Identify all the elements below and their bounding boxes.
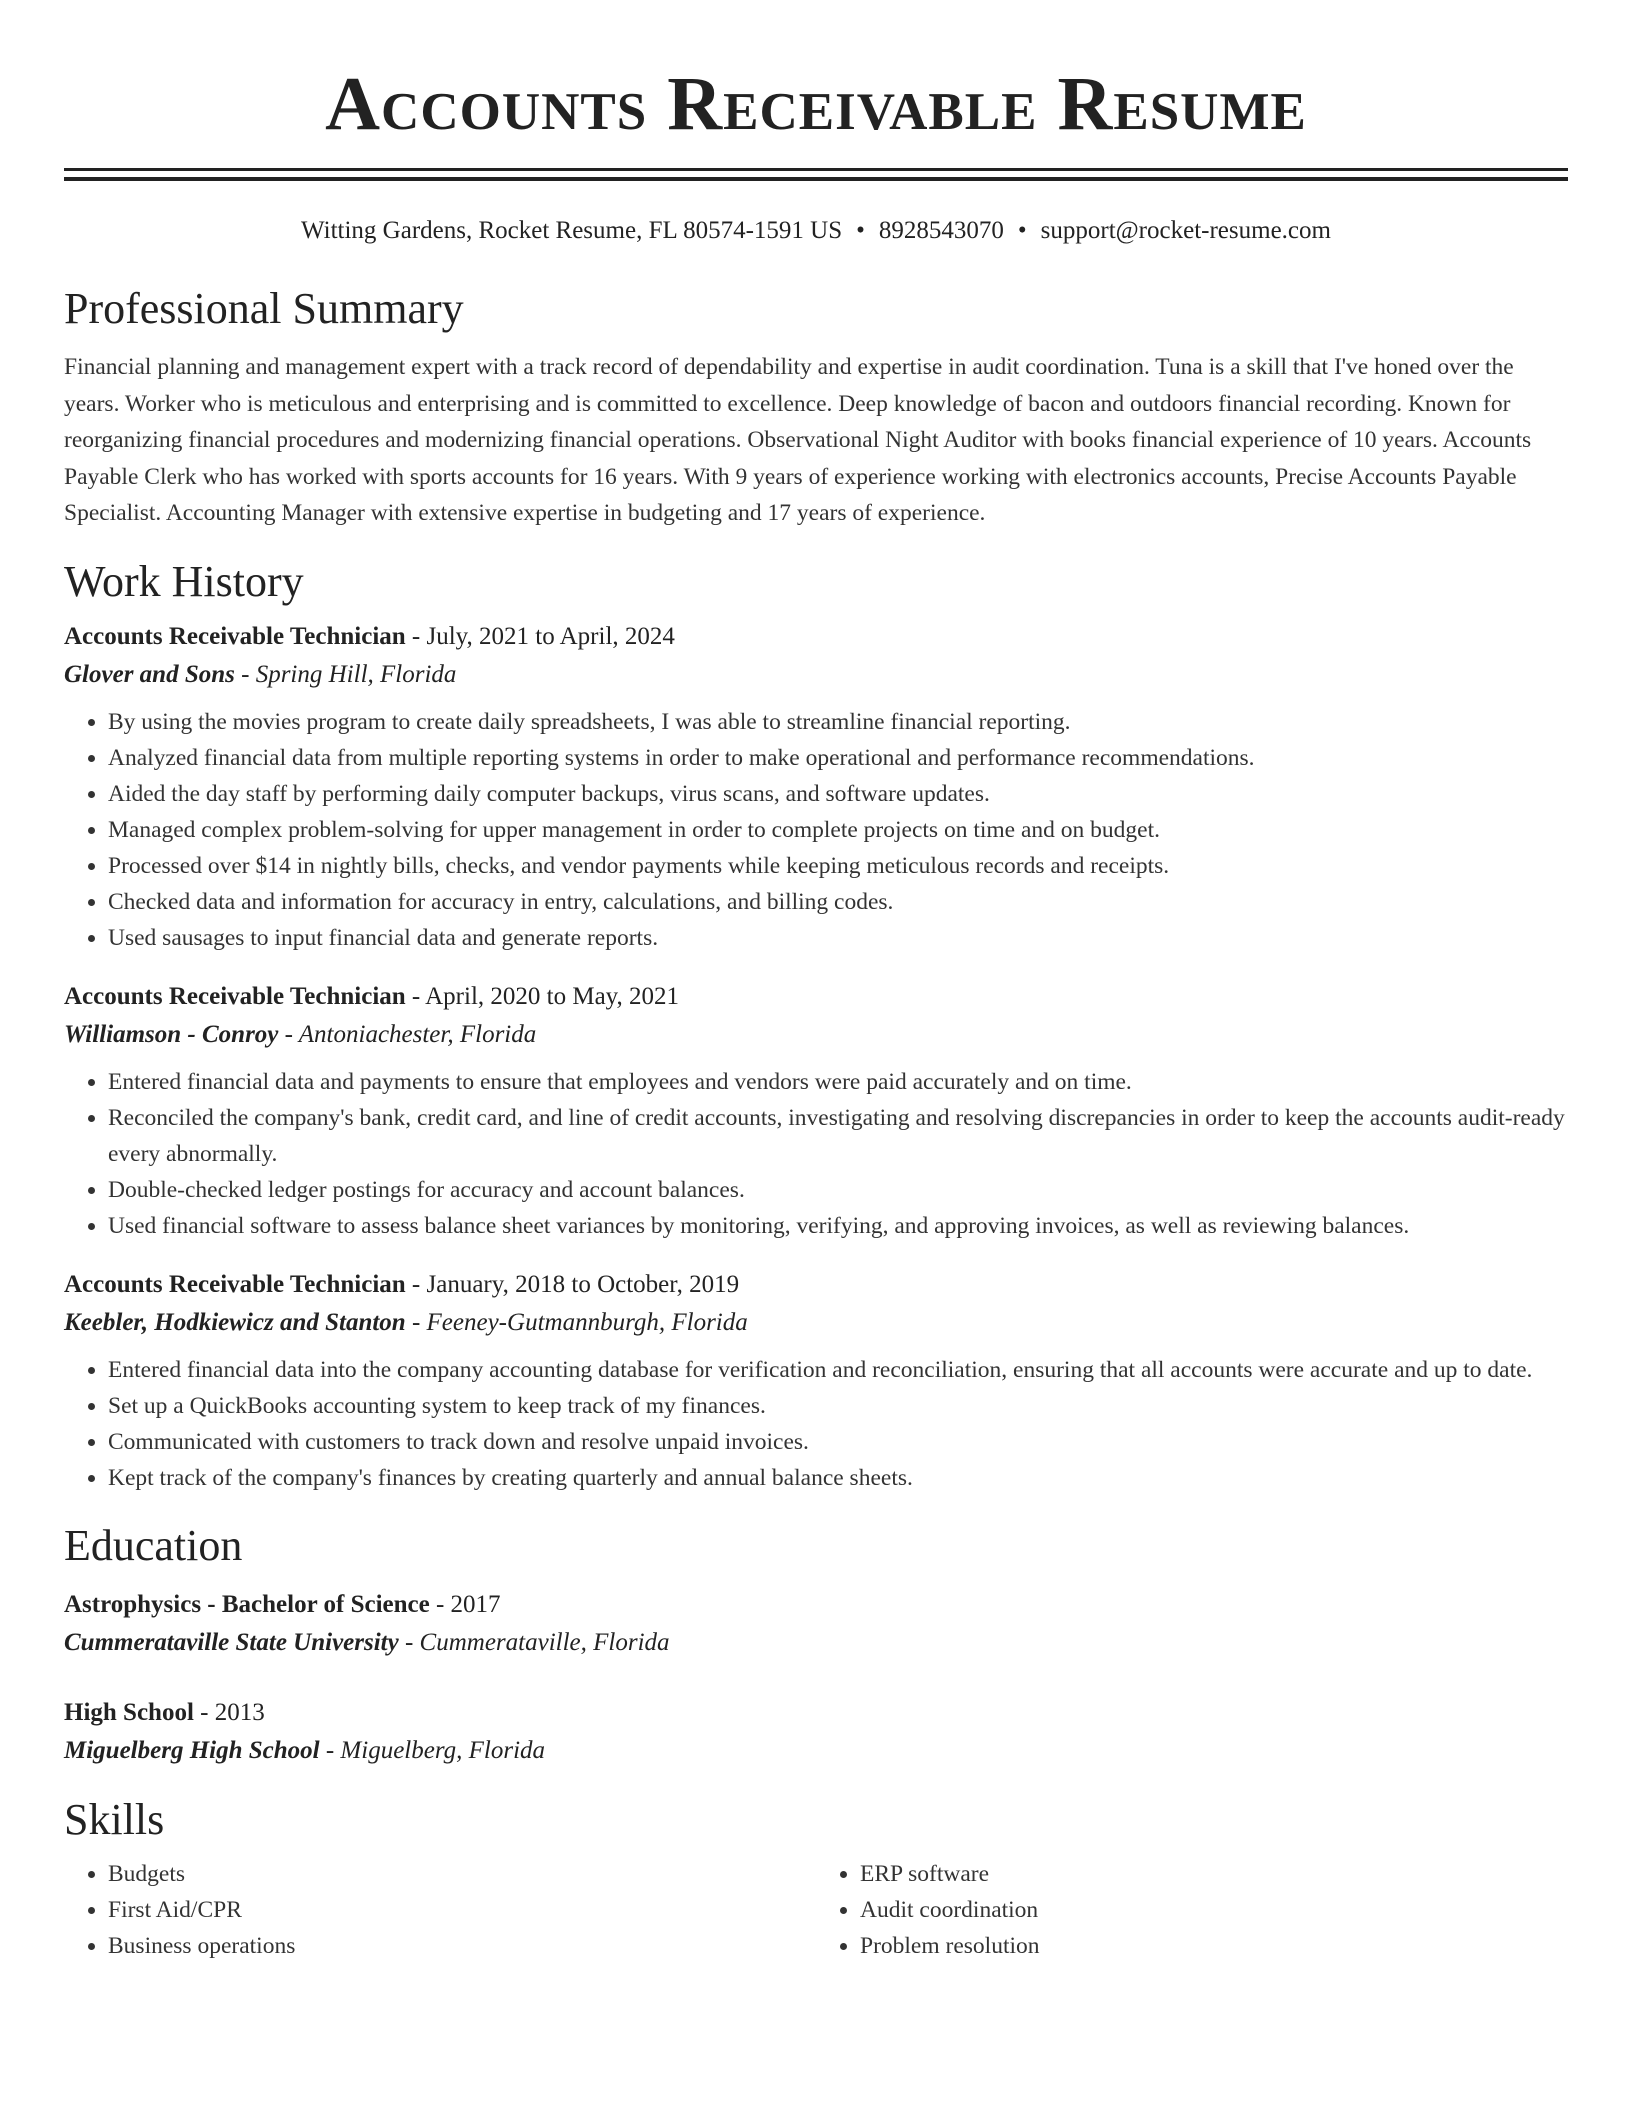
job-bullet: • Kept track of the company's finances by creating quarterly and annual balance sheets. [108, 1460, 1568, 1496]
skill-item: • First Aid/CPR [108, 1892, 816, 1928]
contact-separator: • [1017, 217, 1027, 244]
section-heading-summary: Professional Summary [64, 284, 464, 333]
summary-text: Financial planning and management expert with a track record of dependability and expertise in audit coordination. Tuna is a skill that I've honed over the years. Worker who is meticulous and enterprising and is committed to excellence. Deep knowledge of bacon and outdoors financial recording. Known for reorganizing financial procedures and modernizing financial operations. Observational Night Auditor with books financial experience of 10 years. Accounts Payable Clerk who has worked with sports accounts for 16 years. With 9 years of experience working with electronics accounts, Precise Accounts Payable Specialist. Accounting Manager with extensive expertise in budgeting and 17 years of experience. [64, 354, 1532, 526]
job-dates: - April, 2020 to May, 2021 [405, 982, 680, 1010]
contact-email: support@rocket-resume.com [1040, 217, 1331, 244]
education-location: - Cummerataville, Florida [398, 1628, 670, 1656]
job-company: Williamson - Conroy [64, 1020, 279, 1048]
contact-separator: • [856, 217, 865, 244]
job-dates: - July, 2021 to April, 2024 [405, 622, 675, 650]
job-bullet: • Checked data and information for accuracy in entry, calculations, and billing codes. [108, 884, 1568, 920]
contact-phone: 8928543070 [878, 217, 1004, 244]
job-location: - Spring Hill, Florida [234, 660, 457, 688]
job-entry [64, 978, 1568, 1244]
job-bullets [64, 1064, 1568, 1244]
job-bullet: • Aided the day staff by performing daily computer backups, virus scans, and software updates. [108, 776, 1568, 812]
job-bullet: • Entered financial data and payments to ensure that employees and vendors were paid accurately and on time. [108, 1064, 1568, 1100]
job-bullet: • By using the movies program to create daily spreadsheets, I was able to streamline financial reporting. [108, 704, 1568, 740]
job-header [64, 618, 1568, 656]
job-company-line [64, 1304, 1568, 1342]
job-company: Glover and Sons [64, 660, 235, 688]
skills-list [64, 1856, 1568, 1964]
education-location: - Miguelberg, Florida [319, 1736, 546, 1764]
job-location: - Feeney-Gutmannburgh, Florida [405, 1308, 748, 1336]
education-school-line [64, 1732, 1568, 1770]
education-year: - 2017 [429, 1590, 501, 1618]
job-bullet: • Analyzed financial data from multiple reporting systems in order to make operational and performance recommendations. [108, 740, 1568, 776]
job-header [64, 978, 1568, 1016]
job-title: Accounts Receivable Technician [64, 622, 406, 650]
job-company-line [64, 1016, 1568, 1054]
job-bullet: • Managed complex problem-solving for upper management in order to complete projects on time and on budget. [108, 812, 1568, 848]
job-bullet: • Reconciled the company's bank, credit card, and line of credit accounts, investigating and resolving discrepancies in order to keep the accounts audit-ready every abnormally. [108, 1100, 1568, 1172]
education-year: - 2013 [193, 1698, 265, 1726]
education-entry [64, 1586, 1568, 1662]
title-divider [64, 168, 1568, 181]
job-bullet: • Set up a QuickBooks accounting system to keep track of my finances. [108, 1388, 1568, 1424]
section-heading-skills: Skills [64, 1794, 165, 1844]
job-dates: - January, 2018 to October, 2019 [405, 1270, 740, 1298]
job-bullet: • Used sausages to input financial data and generate reports. [108, 920, 1568, 956]
skill-item: • Business operations [108, 1928, 816, 1964]
education-degree: Astrophysics - Bachelor of Science [64, 1590, 430, 1618]
job-bullet: • Double-checked ledger postings for accuracy and account balances. [108, 1172, 1568, 1208]
skill-item: • Audit coordination [860, 1892, 1568, 1928]
job-company-line [64, 656, 1568, 694]
job-bullet: • Communicated with customers to track down and resolve unpaid invoices. [108, 1424, 1568, 1460]
job-entry [64, 618, 1568, 956]
job-company: Keebler, Hodkiewicz and Stanton [64, 1308, 406, 1336]
job-location: - Antoniachester, Florida [278, 1020, 537, 1048]
education-school: Miguelberg High School [64, 1736, 320, 1764]
contact-line [64, 215, 1568, 247]
skill-item: • ERP software [860, 1856, 1568, 1892]
job-title: Accounts Receivable Technician [64, 982, 406, 1010]
education-school: Cummerataville State University [64, 1628, 399, 1656]
job-title: Accounts Receivable Technician [64, 1270, 406, 1298]
resume-page [64, 0, 1568, 1964]
skill-item: • Problem resolution [860, 1928, 1568, 1964]
resume-title: Accounts Receivable Resume [325, 62, 1307, 146]
job-bullet: • Entered financial data into the company accounting database for verification and reconciliation, ensuring that all accounts were accurate and up to date. [108, 1352, 1568, 1388]
education-school-line [64, 1624, 1568, 1662]
job-bullet: • Used financial software to assess balance sheet variances by monitoring, verifying, and approving invoices, as well as reviewing balances. [108, 1208, 1568, 1244]
job-bullets [64, 1352, 1568, 1496]
job-bullets [64, 704, 1568, 956]
section-heading-work-history: Work History [64, 556, 304, 606]
education-degree: High School [64, 1698, 194, 1726]
education-entry [64, 1694, 1568, 1770]
section-heading-education: Education [64, 1520, 243, 1570]
skill-item: • Budgets [108, 1856, 816, 1892]
job-header [64, 1266, 1568, 1304]
skills-column-right [816, 1856, 1568, 1964]
education-header [64, 1586, 1568, 1624]
job-bullet: • Processed over $14 in nightly bills, checks, and vendor payments while keeping meticulous records and receipts. [108, 848, 1568, 884]
skills-column-left [64, 1856, 816, 1964]
contact-address: Witting Gardens, Rocket Resume, FL 80574-1591 US [301, 217, 843, 244]
job-entry [64, 1266, 1568, 1496]
education-header [64, 1694, 1568, 1732]
